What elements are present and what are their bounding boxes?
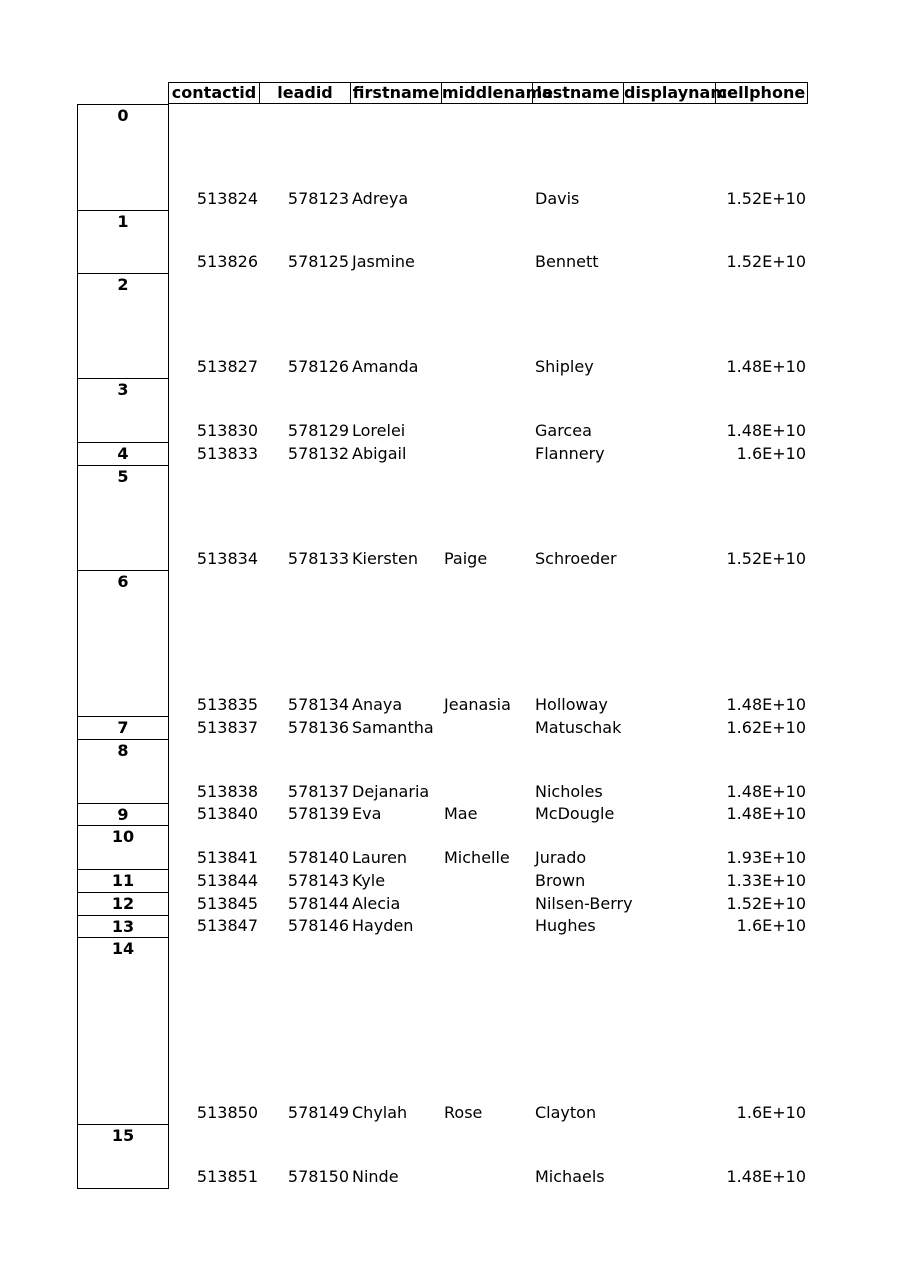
cell-lastname: Shipley <box>535 357 594 376</box>
cell-middlename <box>444 871 534 891</box>
cell-firstname: Jasmine <box>352 252 415 271</box>
cell-middlename <box>444 357 534 377</box>
cell-firstname: Hayden <box>352 916 414 935</box>
cell-displayname <box>626 718 716 738</box>
cell-leadid: 578129 <box>287 421 349 440</box>
cell-lastname: Nicholes <box>535 782 603 801</box>
cell-lastname: Bennett <box>535 252 599 271</box>
cell-displayname <box>626 549 716 569</box>
cell-displayname <box>626 695 716 715</box>
row-index: 1 <box>77 210 169 274</box>
cell-leadid: 578143 <box>287 871 349 890</box>
cell-contactid: 513827 <box>196 357 258 376</box>
cell-firstname: Amanda <box>352 357 419 376</box>
cell-firstname: Lorelei <box>352 421 406 440</box>
cell-displayname <box>626 357 716 377</box>
cell-middlename: Mae <box>444 804 478 823</box>
cell-contactid: 513841 <box>196 848 258 867</box>
row-index: 2 <box>77 273 169 379</box>
cell-firstname: Alecia <box>352 894 401 913</box>
cell-contactid: 513824 <box>196 189 258 208</box>
cell-leadid: 578140 <box>287 848 349 867</box>
cell-middlename <box>444 916 534 936</box>
row-index: 6 <box>77 570 169 717</box>
cell-cellphone: 1.6E+10 <box>736 1103 806 1122</box>
cell-cellphone: 1.52E+10 <box>726 189 806 208</box>
cell-contactid: 513837 <box>196 718 258 737</box>
cell-middlename: Rose <box>444 1103 483 1122</box>
cell-lastname: Hughes <box>535 916 596 935</box>
column-header-middlename: middlename <box>442 83 554 102</box>
cell-contactid: 513851 <box>196 1167 258 1186</box>
cell-displayname <box>626 189 716 209</box>
cell-leadid: 578134 <box>287 695 349 714</box>
cell-displayname <box>626 804 716 824</box>
cell-leadid: 578125 <box>287 252 349 271</box>
cell-middlename: Michelle <box>444 848 510 867</box>
cell-leadid: 578133 <box>287 549 349 568</box>
cell-lastname: Michaels <box>535 1167 605 1186</box>
cell-firstname: Dejanaria <box>352 782 430 801</box>
cell-displayname <box>626 1167 716 1187</box>
cell-lastname: Clayton <box>535 1103 597 1122</box>
row-index: 5 <box>77 465 169 571</box>
cell-middlename <box>444 189 534 209</box>
column-header-displayname: displayname <box>624 83 738 102</box>
cell-cellphone: 1.48E+10 <box>726 782 806 801</box>
cell-contactid: 513830 <box>196 421 258 440</box>
cell-contactid: 513838 <box>196 782 258 801</box>
cell-cellphone: 1.6E+10 <box>736 916 806 935</box>
cell-leadid: 578144 <box>287 894 349 913</box>
cell-firstname: Kyle <box>352 871 386 890</box>
cell-leadid: 578150 <box>287 1167 349 1186</box>
column-header-firstname: firstname <box>350 82 442 104</box>
cell-middlename <box>444 421 534 441</box>
cell-lastname: Garcea <box>535 421 592 440</box>
cell-contactid: 513840 <box>196 804 258 823</box>
cell-cellphone: 1.52E+10 <box>726 549 806 568</box>
cell-displayname <box>626 252 716 272</box>
cell-leadid: 578136 <box>287 718 349 737</box>
cell-cellphone: 1.93E+10 <box>726 848 806 867</box>
cell-middlename <box>444 718 534 738</box>
cell-firstname: Adreya <box>352 189 409 208</box>
cell-displayname <box>626 848 716 868</box>
cell-displayname <box>626 916 716 936</box>
cell-leadid: 578123 <box>287 189 349 208</box>
cell-leadid: 578139 <box>287 804 349 823</box>
cell-lastname: Matuschak <box>535 718 622 737</box>
cell-displayname <box>626 444 716 464</box>
cell-lastname: Jurado <box>535 848 587 867</box>
cell-cellphone: 1.62E+10 <box>726 718 806 737</box>
cell-leadid: 578132 <box>287 444 349 463</box>
column-header-leadid: leadid <box>259 82 351 104</box>
cell-cellphone: 1.6E+10 <box>736 444 806 463</box>
row-index: 4 <box>77 442 169 466</box>
row-index: 3 <box>77 378 169 443</box>
cell-leadid: 578149 <box>287 1103 349 1122</box>
cell-middlename <box>444 782 534 802</box>
cell-lastname: McDougle <box>535 804 615 823</box>
row-index: 15 <box>77 1124 169 1189</box>
row-index: 14 <box>77 937 169 1125</box>
cell-middlename <box>444 252 534 272</box>
column-header-cellphone: cellphone <box>715 82 808 104</box>
cell-cellphone: 1.52E+10 <box>726 252 806 271</box>
cell-cellphone: 1.48E+10 <box>726 1167 806 1186</box>
cell-lastname: Holloway <box>535 695 608 714</box>
cell-middlename <box>444 444 534 464</box>
cell-cellphone: 1.48E+10 <box>726 421 806 440</box>
cell-lastname: Flannery <box>535 444 605 463</box>
cell-leadid: 578126 <box>287 357 349 376</box>
cell-firstname: Ninde <box>352 1167 399 1186</box>
cell-leadid: 578146 <box>287 916 349 935</box>
cell-firstname: Anaya <box>352 695 403 714</box>
cell-lastname: Davis <box>535 189 580 208</box>
column-header-contactid: contactid <box>168 82 260 104</box>
cell-cellphone: 1.48E+10 <box>726 695 806 714</box>
cell-displayname <box>626 894 716 914</box>
cell-contactid: 513844 <box>196 871 258 890</box>
row-index: 11 <box>77 869 169 893</box>
cell-contactid: 513826 <box>196 252 258 271</box>
cell-firstname: Samantha <box>352 718 434 737</box>
cell-cellphone: 1.48E+10 <box>726 804 806 823</box>
row-index: 12 <box>77 892 169 916</box>
column-header-lastname: lastname <box>532 82 624 104</box>
cell-contactid: 513834 <box>196 549 258 568</box>
cell-displayname <box>626 871 716 891</box>
cell-contactid: 513835 <box>196 695 258 714</box>
cell-cellphone: 1.52E+10 <box>726 894 806 913</box>
row-index: 10 <box>77 825 169 870</box>
cell-displayname <box>626 421 716 441</box>
row-index: 0 <box>77 104 169 211</box>
cell-firstname: Abigail <box>352 444 407 463</box>
cell-middlename <box>444 1167 534 1187</box>
row-index: 9 <box>77 803 169 826</box>
cell-middlename: Paige <box>444 549 488 568</box>
cell-lastname: Brown <box>535 871 586 890</box>
cell-contactid: 513847 <box>196 916 258 935</box>
cell-contactid: 513833 <box>196 444 258 463</box>
cell-displayname <box>626 1103 716 1123</box>
cell-firstname: Lauren <box>352 848 408 867</box>
cell-lastname: Nilsen-Berry <box>535 894 633 913</box>
cell-middlename: Jeanasia <box>444 695 511 714</box>
cell-displayname <box>626 782 716 802</box>
row-index: 7 <box>77 716 169 740</box>
cell-firstname: Eva <box>352 804 382 823</box>
cell-contactid: 513845 <box>196 894 258 913</box>
cell-cellphone: 1.33E+10 <box>726 871 806 890</box>
cell-leadid: 578137 <box>287 782 349 801</box>
cell-cellphone: 1.48E+10 <box>726 357 806 376</box>
cell-lastname: Schroeder <box>535 549 617 568</box>
row-index: 13 <box>77 915 169 938</box>
row-index: 8 <box>77 739 169 804</box>
cell-middlename <box>444 894 534 914</box>
cell-contactid: 513850 <box>196 1103 258 1122</box>
cell-firstname: Kiersten <box>352 549 418 568</box>
cell-firstname: Chylah <box>352 1103 408 1122</box>
